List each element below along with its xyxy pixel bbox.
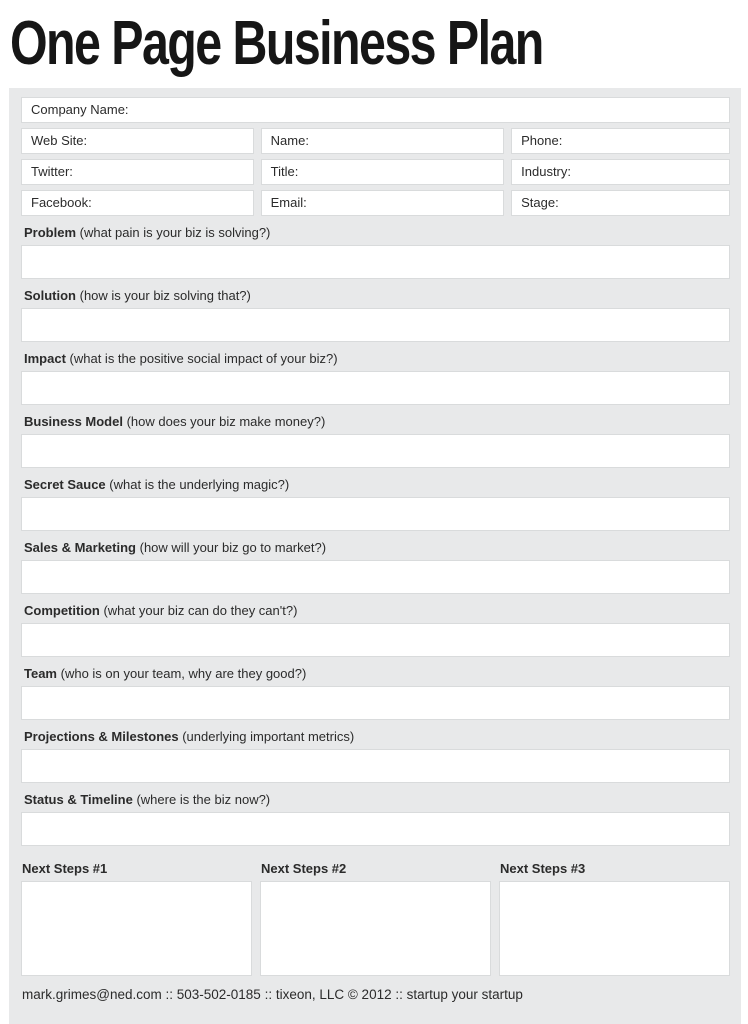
section-sales-marketing xyxy=(21,538,730,594)
facebook-field[interactable] xyxy=(21,190,254,216)
section-problem xyxy=(21,223,730,279)
next-steps-1-label: Next Steps #1 xyxy=(22,861,108,876)
page-title: One Page Business Plan xyxy=(10,9,543,78)
business-model-label xyxy=(21,412,730,431)
contact-row-1 xyxy=(21,128,730,154)
competition-label xyxy=(21,601,730,620)
title-area xyxy=(0,0,748,88)
stage-label: Stage: xyxy=(521,195,559,210)
problem-label xyxy=(21,223,730,242)
section-status-timeline xyxy=(21,790,730,846)
impact-label xyxy=(21,349,730,368)
phone-field[interactable] xyxy=(511,128,730,154)
twitter-label: Twitter: xyxy=(31,164,73,179)
secret-sauce-hint: (what is the underlying magic?) xyxy=(109,477,290,492)
sales-marketing-hint: (how will your biz go to market?) xyxy=(139,540,327,555)
next-steps-3-label: Next Steps #3 xyxy=(500,861,586,876)
contact-row-2 xyxy=(21,159,730,185)
section-solution xyxy=(21,286,730,342)
competition-input[interactable] xyxy=(21,623,730,657)
next-steps-2-input[interactable] xyxy=(260,881,491,976)
next-steps-1 xyxy=(21,859,252,976)
team-label xyxy=(21,664,730,683)
next-steps-row xyxy=(21,859,730,976)
facebook-label: Facebook: xyxy=(31,195,92,210)
sales-marketing-input[interactable] xyxy=(21,560,730,594)
impact-hint: (what is the positive social impact of your biz?) xyxy=(69,351,338,366)
section-competition xyxy=(21,601,730,657)
section-projections-milestones xyxy=(21,727,730,783)
email-field[interactable] xyxy=(261,190,505,216)
name-field[interactable] xyxy=(261,128,505,154)
impact-input[interactable] xyxy=(21,371,730,405)
business-model-input[interactable] xyxy=(21,434,730,468)
projections-milestones-title: Projections & Milestones xyxy=(24,729,179,744)
problem-title: Problem xyxy=(24,225,77,240)
status-timeline-label xyxy=(21,790,730,809)
secret-sauce-title: Secret Sauce xyxy=(24,477,106,492)
email-label: Email: xyxy=(270,195,307,210)
stage-field[interactable] xyxy=(511,190,730,216)
next-steps-3-input[interactable] xyxy=(499,881,730,976)
industry-label: Industry: xyxy=(521,164,571,179)
next-steps-2-label: Next Steps #2 xyxy=(261,861,347,876)
competition-title: Competition xyxy=(24,603,100,618)
projections-milestones-input[interactable] xyxy=(21,749,730,783)
status-timeline-input[interactable] xyxy=(21,812,730,846)
website-field[interactable] xyxy=(21,128,254,154)
business-model-title: Business Model xyxy=(24,414,123,429)
contact-row-3 xyxy=(21,190,730,216)
section-impact xyxy=(21,349,730,405)
team-input[interactable] xyxy=(21,686,730,720)
section-team xyxy=(21,664,730,720)
sales-marketing-label xyxy=(21,538,730,557)
secret-sauce-label xyxy=(21,475,730,494)
title-label: Title: xyxy=(270,164,299,179)
secret-sauce-input[interactable] xyxy=(21,497,730,531)
next-steps-2 xyxy=(260,859,491,976)
section-secret-sauce xyxy=(21,475,730,531)
solution-hint: (how is your biz solving that?) xyxy=(79,288,251,303)
sales-marketing-title: Sales & Marketing xyxy=(24,540,136,555)
company-name-field[interactable] xyxy=(21,97,730,123)
solution-label xyxy=(21,286,730,305)
next-steps-3 xyxy=(499,859,730,976)
projections-milestones-hint: (underlying important metrics) xyxy=(182,729,355,744)
status-timeline-title: Status & Timeline xyxy=(24,792,133,807)
projections-milestones-label xyxy=(21,727,730,746)
website-label: Web Site: xyxy=(31,133,88,148)
problem-input[interactable] xyxy=(21,245,730,279)
company-name-label: Company Name: xyxy=(31,102,129,117)
next-steps-1-input[interactable] xyxy=(21,881,252,976)
title-field[interactable] xyxy=(261,159,505,185)
name-label: Name: xyxy=(270,133,309,148)
twitter-field[interactable] xyxy=(21,159,254,185)
industry-field[interactable] xyxy=(511,159,730,185)
team-title: Team xyxy=(24,666,57,681)
section-business-model xyxy=(21,412,730,468)
solution-input[interactable] xyxy=(21,308,730,342)
form-panel xyxy=(9,88,741,1024)
solution-title: Solution xyxy=(24,288,76,303)
team-hint: (who is on your team, why are they good?) xyxy=(60,666,307,681)
problem-hint: (what pain is your biz is solving?) xyxy=(79,225,271,240)
business-model-hint: (how does your biz make money?) xyxy=(126,414,326,429)
impact-title: Impact xyxy=(24,351,66,366)
phone-label: Phone: xyxy=(521,133,563,148)
footer-contact-text: mark.grimes@ned.com :: 503-502-0185 :: tixeon, LLC © 2012 :: startup your startup xyxy=(22,987,523,1002)
competition-hint: (what your biz can do they can't?) xyxy=(103,603,298,618)
status-timeline-hint: (where is the biz now?) xyxy=(136,792,271,807)
